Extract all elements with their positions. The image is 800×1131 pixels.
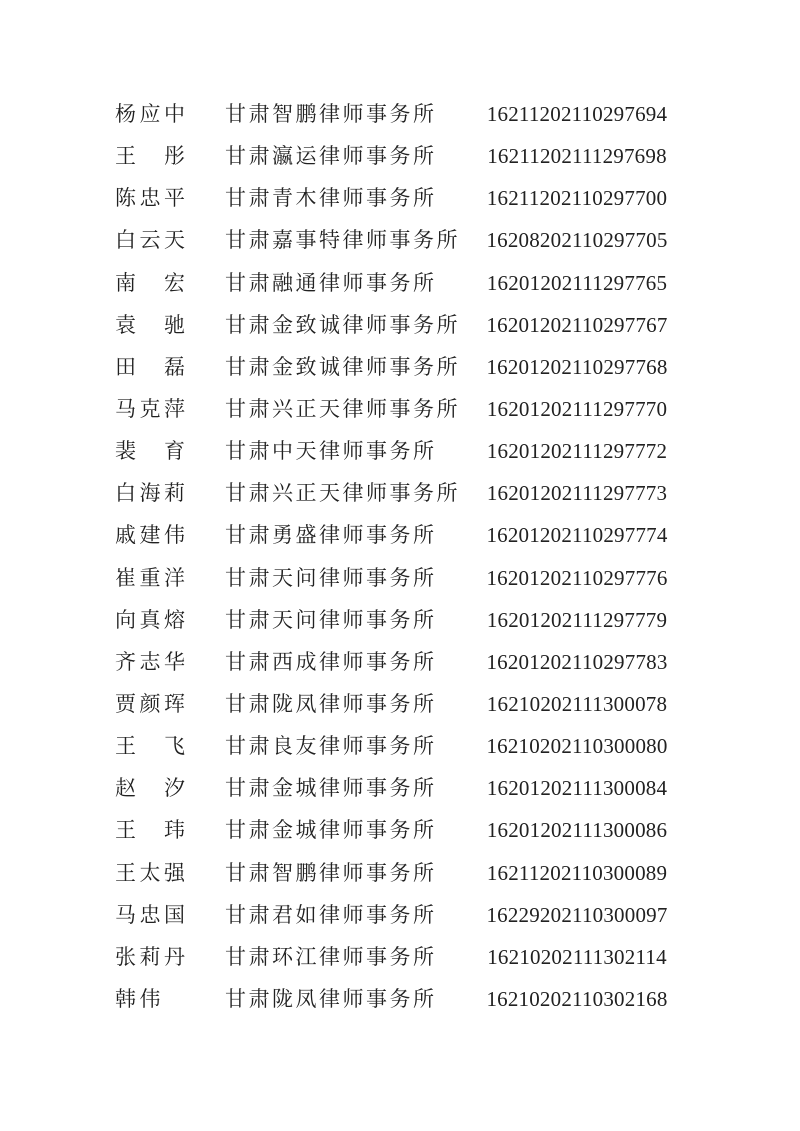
table-row <box>115 683 685 725</box>
firm-name: 甘肃金致诚律师事务所 <box>225 354 460 379</box>
lawyer-name: 王 玮 <box>115 818 189 843</box>
license-number: 16201202111297765 <box>486 270 668 295</box>
license-number: 16210202111300078 <box>486 691 668 716</box>
table-row <box>115 430 685 472</box>
license-number: 16201202111297772 <box>486 439 668 464</box>
lawyer-name: 杨应中 <box>115 102 189 126</box>
firm-name: 甘肃瀛运律师事务所 <box>225 144 437 169</box>
table-row <box>115 472 685 514</box>
firm-name: 甘肃良友律师事务所 <box>225 734 437 759</box>
license-number: 16201202110297774 <box>486 523 668 548</box>
table-row <box>115 304 685 346</box>
lawyer-name: 赵 汐 <box>115 776 189 801</box>
table-row <box>115 894 685 936</box>
firm-name: 甘肃勇盛律师事务所 <box>225 523 437 548</box>
license-number: 16208202110297705 <box>486 228 668 253</box>
lawyer-name: 马忠国 <box>115 902 189 927</box>
license-number: 16201202111297779 <box>486 607 668 632</box>
table-row <box>115 93 685 135</box>
lawyer-name: 戚建伟 <box>115 523 189 548</box>
table-row <box>115 767 685 809</box>
license-number: 16201202110297776 <box>486 565 668 590</box>
lawyer-name: 贾颜珲 <box>115 691 189 716</box>
lawyer-name: 裴 育 <box>115 439 189 464</box>
table-row <box>115 557 685 599</box>
lawyer-name: 马克萍 <box>115 396 189 421</box>
lawyer-name: 王 飞 <box>115 734 189 759</box>
lawyer-name: 陈忠平 <box>115 186 189 211</box>
lawyer-name: 王 彤 <box>115 144 189 169</box>
license-number: 16211202110297700 <box>486 186 668 211</box>
lawyer-name: 韩伟 <box>115 986 164 1011</box>
firm-name: 甘肃兴正天律师事务所 <box>225 396 460 421</box>
firm-name: 甘肃天问律师事务所 <box>225 607 437 632</box>
license-number: 16211202110297694 <box>486 102 668 126</box>
table-row <box>115 177 685 219</box>
table-row <box>115 388 685 430</box>
license-number: 16201202111297773 <box>486 481 668 506</box>
firm-name: 甘肃天问律师事务所 <box>225 565 437 590</box>
lawyer-name: 白海莉 <box>115 481 189 506</box>
license-number: 16201202111297770 <box>486 396 668 421</box>
table-row <box>115 135 685 177</box>
lawyer-name: 张莉丹 <box>115 944 189 969</box>
table-row <box>115 978 685 1020</box>
table-row <box>115 219 685 261</box>
license-number: 16210202110302168 <box>486 986 668 1011</box>
table-row <box>115 599 685 641</box>
lawyer-name: 王太强 <box>115 860 189 885</box>
firm-name: 甘肃金致诚律师事务所 <box>225 312 460 337</box>
license-number: 16229202110300097 <box>486 902 668 927</box>
firm-name: 甘肃陇凤律师事务所 <box>225 691 437 716</box>
license-number: 16201202111300086 <box>486 818 668 843</box>
lawyer-name: 田 磊 <box>115 354 189 379</box>
table-row <box>115 262 685 304</box>
table-row <box>115 346 685 388</box>
firm-name: 甘肃金城律师事务所 <box>225 776 437 801</box>
firm-name: 甘肃智鹏律师事务所 <box>225 860 437 885</box>
firm-name: 甘肃融通律师事务所 <box>225 270 437 295</box>
lawyer-name: 南 宏 <box>115 270 189 295</box>
license-number: 16201202110297783 <box>486 649 668 674</box>
firm-name: 甘肃环江律师事务所 <box>225 944 437 969</box>
license-number: 16210202110300080 <box>486 734 668 759</box>
firm-name: 甘肃智鹏律师事务所 <box>225 102 437 126</box>
table-row <box>115 852 685 894</box>
table-row <box>115 809 685 851</box>
firm-name: 甘肃金城律师事务所 <box>225 818 437 843</box>
lawyer-name: 袁 驰 <box>115 312 189 337</box>
table-row <box>115 514 685 556</box>
firm-name: 甘肃中天律师事务所 <box>225 439 437 464</box>
firm-name: 甘肃嘉事特律师事务所 <box>225 228 460 253</box>
license-number: 16211202110300089 <box>486 860 668 885</box>
lawyer-name: 齐志华 <box>115 649 189 674</box>
license-number: 16201202110297768 <box>486 354 668 379</box>
firm-name: 甘肃西成律师事务所 <box>225 649 437 674</box>
firm-name: 甘肃兴正天律师事务所 <box>225 481 460 506</box>
lawyer-name: 崔重洋 <box>115 565 189 590</box>
table-row <box>115 936 685 978</box>
license-number: 16201202110297767 <box>486 312 668 337</box>
lawyer-name: 白云天 <box>115 228 189 253</box>
firm-name: 甘肃君如律师事务所 <box>225 902 437 927</box>
license-number: 16201202111300084 <box>486 776 668 801</box>
table-row <box>115 641 685 683</box>
firm-name: 甘肃陇凤律师事务所 <box>225 986 437 1011</box>
license-number: 16210202111302114 <box>487 944 667 969</box>
license-number: 16211202111297698 <box>487 144 667 169</box>
license-table <box>115 93 685 1020</box>
lawyer-name: 向真熔 <box>115 607 189 632</box>
firm-name: 甘肃青木律师事务所 <box>225 186 437 211</box>
table-row <box>115 725 685 767</box>
